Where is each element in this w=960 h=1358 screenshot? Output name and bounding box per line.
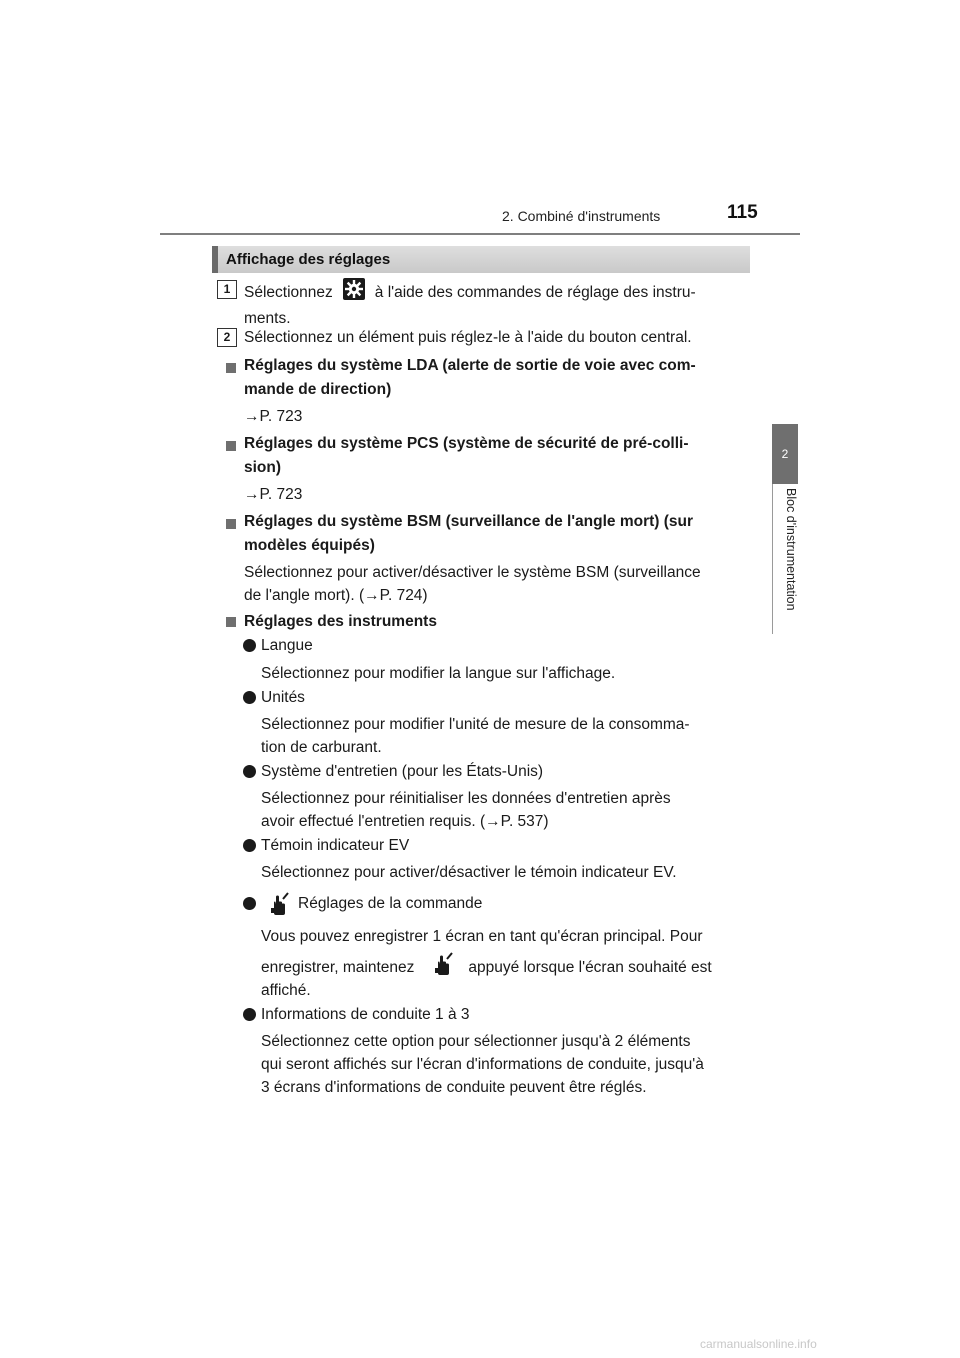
item-lda-title-l1: Réglages du système LDA (alerte de sortie de voie avec com- (244, 357, 696, 374)
round-bullet (243, 691, 256, 704)
step-1-text-before: Sélectionnez (244, 284, 333, 301)
chapter-tab: 2 (772, 424, 798, 484)
header-rule (160, 233, 800, 235)
bullet-unites-desc-l2: tion de carburant. (261, 739, 382, 756)
item-lda-title-l2: mande de direction) (244, 381, 392, 398)
section-heading-bar (212, 246, 750, 273)
step-1-text-line2: ments. (244, 310, 291, 327)
watermark: carmanualsonline.info (700, 1337, 817, 1351)
bullet-unites-desc-l1: Sélectionnez pour modifier l'unité de mesure de la consomma- (261, 716, 690, 733)
bullet-conduite-desc-l3: 3 écrans d'informations de conduite peuvent être réglés. (261, 1079, 647, 1096)
round-bullet (243, 1008, 256, 1021)
bullet-commande-desc-l3: affiché. (261, 982, 311, 999)
bullet-commande-desc-l2a: enregistrer, maintenez (261, 959, 415, 976)
item-pcs-title-l2: sion) (244, 459, 282, 476)
round-bullet (243, 897, 256, 910)
square-bullet (226, 363, 236, 373)
bullet-unites-label: Unités (261, 689, 305, 706)
step-number-2: 2 (217, 328, 237, 347)
square-bullet (226, 441, 236, 451)
step-1-text (244, 278, 746, 330)
chapter-tab-label: Bloc d'instrumentation (784, 488, 798, 611)
square-bullet (226, 519, 236, 529)
bullet-conduite-label: Informations de conduite 1 à 3 (261, 1006, 470, 1023)
bullet-ev-label: Témoin indicateur EV (261, 837, 410, 854)
item-pcs-title-l1: Réglages du système PCS (système de sécurité de pré-colli- (244, 435, 689, 452)
item-bsm-desc-l1: Sélectionnez pour activer/désactiver le système BSM (surveillance (244, 564, 701, 581)
gear-icon (343, 278, 365, 307)
round-bullet (243, 639, 256, 652)
bullet-ev-desc: Sélectionnez pour activer/désactiver le témoin indicateur EV. (261, 864, 677, 881)
bullet-langue-desc: Sélectionnez pour modifier la langue sur l'affichage. (261, 665, 616, 682)
round-bullet (243, 839, 256, 852)
bullet-conduite-desc-l2: qui seront affichés sur l'écran d'informations de conduite, jusqu'à (261, 1056, 704, 1073)
bullet-commande-desc-l1: Vous pouvez enregistrer 1 écran en tant qu'écran principal. Pour (261, 928, 703, 945)
bullet-entretien-label: Système d'entretien (pour les États-Unis) (261, 763, 544, 780)
square-bullet (226, 617, 236, 627)
section-title: Affichage des réglages (226, 251, 391, 268)
bullet-entretien-desc-l2: avoir effectué l'entretien requis. (→P. 537) (261, 813, 549, 830)
round-bullet (243, 765, 256, 778)
step-1-text-after: à l'aide des commandes de réglage des instru- (374, 284, 696, 301)
item-lda-page-ref[interactable]: →P. 723 (244, 408, 303, 425)
step-2-text: Sélectionnez un élément puis réglez-le à l'aide du bouton central. (244, 329, 692, 346)
bullet-conduite-desc-l1: Sélectionnez cette option pour sélectionner jusqu'à 2 éléments (261, 1033, 691, 1050)
item-pcs-page-ref[interactable]: →P. 723 (244, 486, 303, 503)
hand-press-icon (268, 892, 290, 921)
step-number-1: 1 (217, 280, 237, 299)
item-bsm-desc-l2: de l'angle mort). (→P. 724) (244, 587, 428, 604)
bullet-commande-label: Réglages de la commande (298, 895, 483, 912)
page-number: 115 (727, 202, 758, 223)
bullet-langue-label: Langue (261, 637, 313, 654)
bullet-entretien-desc-l1: Sélectionnez pour réinitialiser les données d'entretien après (261, 790, 671, 807)
bullet-commande-desc-l2b: appuyé lorsque l'écran souhaité est (468, 959, 712, 976)
running-header-chapter: 2. Combiné d'instruments (502, 208, 661, 224)
item-bsm-title-l2: modèles équipés) (244, 537, 375, 554)
item-bsm-title-l1: Réglages du système BSM (surveillance de l'angle mort) (sur (244, 513, 694, 530)
item-instruments-title: Réglages des instruments (244, 613, 437, 630)
